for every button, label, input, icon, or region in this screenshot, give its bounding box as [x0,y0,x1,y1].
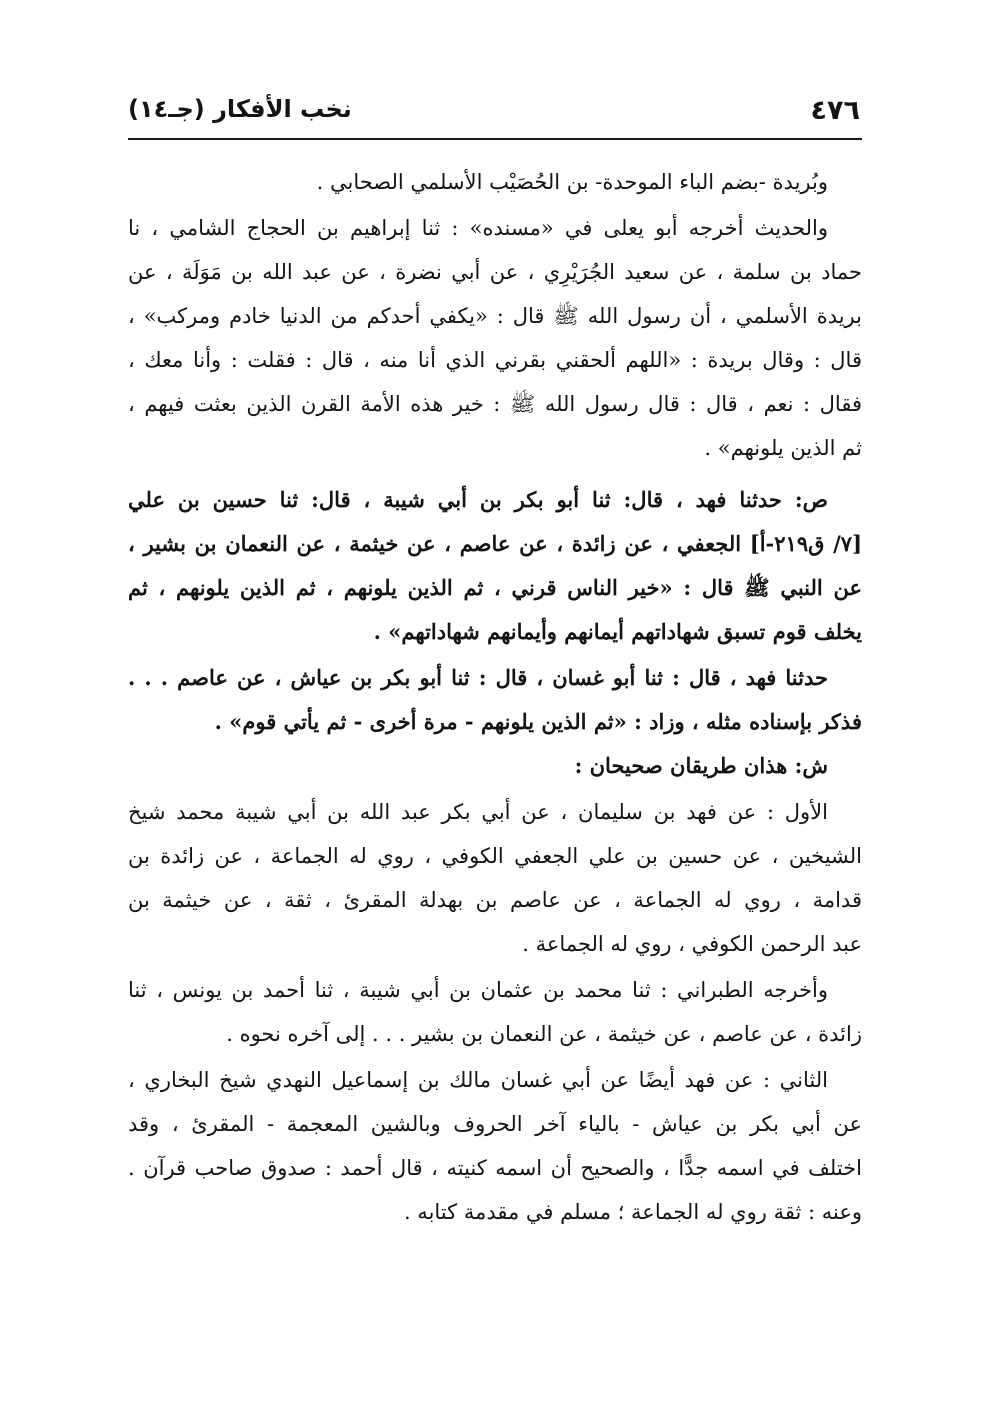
page-number: ٤٧٦ [810,95,860,126]
text-line: فقال : نعم ، قال : قال رسول الله ﷺ : خير هذه الأمة القرن الذين بعثت فيهم ، [128,392,862,416]
text-line: حماد بن سلمة ، عن سعيد الجُرَيْرِي ، عن أبي نضرة ، عن عبد الله بن مَوَلَة ، عن [128,260,862,284]
paragraph-second-chain [128,1058,862,1234]
text-line: قال : وقال بريدة : «اللهم ألحقني بقرني الذي أنا منه ، قال : فقلت : وأنا معك ، [128,348,862,372]
text-line: وعنه : ثقة روي له الجماعة ؛ مسلم في مقدمة كتابه . [403,1200,862,1224]
text-line: ص: حدثنا فهد ، قال: ثنا أبو بكر بن أبي شيبة ، قال: ثنا حسين بن علي [128,487,828,512]
text-line: الثاني : عن فهد أيضًا عن أبي غسان مالك بن إسماعيل النهدي شيخ البخاري ، [128,1068,828,1092]
text-line: بريدة الأسلمي ، أن رسول الله ﷺ قال : «يكفي أحدكم من الدنيا خادم ومركب» ، [128,304,862,328]
text-line: اختلف في اسمه جدًّا ، والصحيح أن اسمه كنيته ، قال أحمد : صدوق صاحب قرآن . [128,1156,862,1180]
paragraph-matn-second [128,656,862,744]
text-line: الشيخين ، عن حسين بن علي الجعفي الكوفي ، روي له الجماعة ، عن زائدة بن [128,844,862,868]
text-line: ش: هذان طريقان صحيحان : [574,753,828,778]
text-line: يخلف قوم تسبق شهاداتهم أيمانهم وأيمانهم شهاداتهم» . [373,619,862,644]
text-line: وأخرجه الطبراني : ثنا محمد بن عثمان بن أبي شيبة ، ثنا أحمد بن يونس ، ثنا [128,978,828,1002]
text-line: الأول : عن فهد بن سليمان ، عن أبي بكر عبد الله بن أبي شيبة محمد شيخ [128,800,828,824]
paragraph-abu-yala [128,206,862,470]
text-line: زائدة ، عن عاصم ، عن خيثمة ، عن النعمان بن بشير . . . إلى آخره نحوه . [226,1022,862,1046]
text-line: وبُريدة -بضم الباء الموحدة- بن الحُصَيْب الأسلمي الصحابي . [316,170,828,194]
book-title: نخب الأفكار (جـ١٤) [128,95,352,123]
paragraph-tabarani [128,968,862,1056]
text-line: عبد الرحمن الكوفي ، روي له الجماعة . [522,932,862,956]
paragraph-sharh-heading [128,744,862,788]
text-line: عن أبي بكر بن عياش - بالياء آخر الحروف وبالشين المعجمة - المقرئ ، وقد [128,1112,862,1136]
page-header [128,95,860,131]
text-line: قدامة ، روي له الجماعة ، عن عاصم بن بهدلة المقرئ ، ثقة ، عن خيثمة بن [128,888,862,912]
text-line: عن النبي ﷺ قال : «خير الناس قرني ، ثم الذين يلونهم ، ثم الذين يلونهم ، ثم [128,575,862,600]
paragraph-buraida [128,160,862,204]
text-line: حدثنا فهد ، قال : ثنا أبو غسان ، قال : ثنا أبو بكر بن عياش ، عن عاصم . . . [128,665,828,690]
main-text [128,160,862,1234]
text-line: ثم الذين يلونهم» . [704,436,862,460]
header-rule [128,138,862,140]
paragraph-matn-sad [128,478,862,654]
text-line: والحديث أخرجه أبو يعلى في «مسنده» : ثنا إبراهيم بن الحجاج الشامي ، نا [128,216,828,240]
text-line: [٧/ ق٢١٩-أ] الجعفي ، عن زائدة ، عن عاصم ، عن خيثمة ، عن النعمان بن بشير ، [128,531,862,556]
text-line: فذكر بإسناده مثله ، وزاد : «ثم الذين يلونهم - مرة أخرى - ثم يأتي قوم» . [214,709,862,734]
paragraph-first-chain [128,790,862,966]
